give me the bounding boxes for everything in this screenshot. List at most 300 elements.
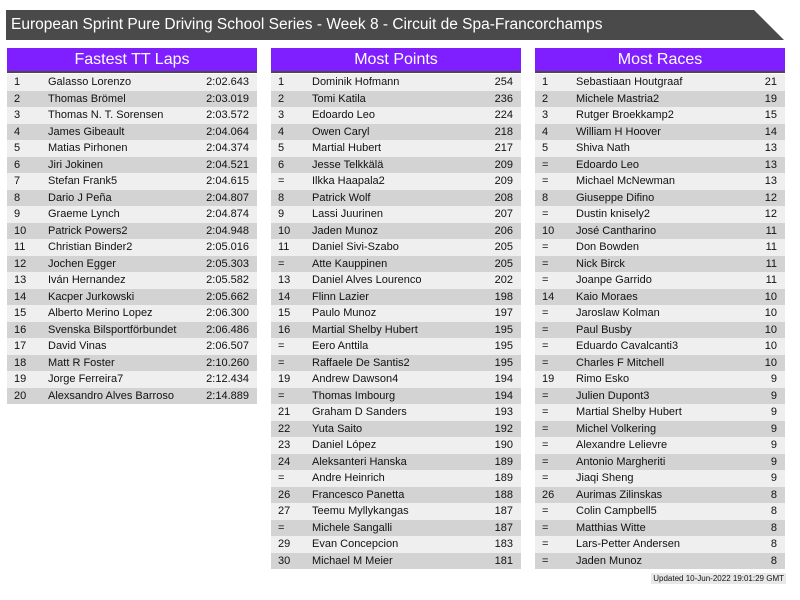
position-cell: = (542, 241, 549, 253)
table-row (271, 371, 521, 388)
table-row (535, 256, 785, 273)
position-cell: = (278, 472, 285, 484)
table-row (271, 404, 521, 421)
table-row (7, 371, 257, 388)
value-cell: 2:14.889 (206, 389, 249, 402)
table-row (271, 503, 521, 520)
value-cell: 10 (764, 307, 777, 319)
table-row (535, 421, 785, 438)
position-cell: = (542, 538, 549, 550)
position-cell: 4 (278, 125, 285, 138)
value-cell: 13 (764, 175, 777, 187)
table-row (271, 223, 521, 240)
position-cell: 27 (278, 505, 291, 517)
driver-name-cell: Patrick Wolf (312, 191, 371, 204)
driver-name-cell: Sebastiaan Houtgraaf (576, 76, 683, 88)
position-cell: 5 (278, 142, 285, 154)
table-row (535, 206, 785, 223)
driver-name-cell: Nick Birck (576, 257, 625, 270)
value-cell: 15 (764, 109, 777, 121)
driver-name-cell: Alexsandro Alves Barroso (48, 389, 174, 402)
value-cell: 218 (494, 125, 513, 138)
table-row (7, 355, 257, 372)
table-row (271, 91, 521, 108)
value-cell: 12 (764, 191, 777, 204)
table-row (7, 107, 257, 124)
value-cell: 2:05.016 (206, 241, 249, 253)
position-cell: 10 (278, 224, 291, 237)
driver-name-cell: Ilkka Haapala2 (312, 175, 385, 187)
driver-name-cell: Joanpe Garrido (576, 274, 652, 286)
driver-name-cell: Aurimas Zilinskas (576, 488, 663, 501)
driver-name-cell: Paulo Munoz (312, 307, 377, 319)
panel-title: Fastest TT Laps (7, 48, 257, 73)
driver-name-cell: James Gibeault (48, 125, 125, 138)
driver-name-cell: Jaden Munoz (576, 554, 643, 567)
value-cell: 2:04.874 (206, 208, 249, 220)
table-row (535, 553, 785, 570)
position-cell: 30 (278, 554, 291, 567)
driver-name-cell: Iván Hernandez (48, 274, 126, 286)
position-cell: = (542, 274, 549, 286)
position-cell: 14 (14, 290, 27, 303)
value-cell: 190 (494, 439, 513, 451)
driver-name-cell: Thomas N. T. Sorensen (48, 109, 164, 121)
driver-name-cell: Graham D Sanders (312, 406, 407, 418)
panel-title: Most Races (535, 48, 785, 73)
table-row (271, 322, 521, 339)
table-row (7, 338, 257, 355)
table-row (535, 355, 785, 372)
table-row (535, 289, 785, 306)
table-row (271, 437, 521, 454)
position-cell: 16 (278, 323, 291, 336)
position-cell: 9 (14, 208, 21, 220)
driver-name-cell: Matt R Foster (48, 356, 115, 369)
value-cell: 209 (494, 158, 513, 171)
value-cell: 9 (770, 406, 777, 418)
driver-name-cell: Atte Kauppinen (312, 257, 388, 270)
value-cell: 9 (770, 439, 777, 451)
driver-name-cell: Jorge Ferreira7 (48, 373, 124, 385)
value-cell: 205 (494, 257, 513, 270)
position-cell: = (542, 307, 549, 319)
driver-name-cell: Svenska Bilsportförbundet (48, 323, 177, 336)
position-cell: = (542, 389, 549, 402)
table-row (7, 206, 257, 223)
position-cell: = (542, 406, 549, 418)
position-cell: = (542, 340, 549, 352)
driver-name-cell: Colin Campbell5 (576, 505, 657, 517)
value-cell: 189 (494, 472, 513, 484)
table-row (271, 338, 521, 355)
position-cell: 11 (14, 241, 26, 253)
position-cell: = (278, 389, 285, 402)
table-row (535, 371, 785, 388)
value-cell: 2:06.486 (206, 323, 249, 336)
table-row (7, 223, 257, 240)
value-cell: 8 (770, 538, 777, 550)
table-row (271, 74, 521, 91)
value-cell: 9 (770, 389, 777, 402)
most-points-panel (271, 48, 521, 569)
table-row (535, 272, 785, 289)
value-cell: 181 (494, 554, 513, 567)
position-cell: 2 (542, 92, 549, 105)
table-row (271, 487, 521, 504)
table-row (271, 289, 521, 306)
driver-name-cell: Lassi Juurinen (312, 208, 383, 220)
panel-title: Most Points (271, 48, 521, 73)
table-row (535, 437, 785, 454)
value-cell: 8 (770, 521, 777, 534)
value-cell: 236 (494, 92, 513, 105)
table-row (7, 305, 257, 322)
table-row (271, 470, 521, 487)
value-cell: 9 (770, 422, 777, 435)
position-cell: 22 (278, 422, 291, 435)
table-row (271, 355, 521, 372)
value-cell: 2:05.582 (206, 274, 249, 286)
value-cell: 12 (764, 208, 777, 220)
value-cell: 11 (765, 274, 777, 286)
fastest-tt-laps-panel (7, 48, 257, 404)
value-cell: 187 (494, 505, 513, 517)
driver-name-cell: Patrick Powers2 (48, 224, 128, 237)
position-cell: 6 (14, 158, 21, 171)
table-row (271, 157, 521, 174)
driver-name-cell: Edoardo Leo (576, 158, 639, 171)
position-cell: 1 (278, 76, 285, 88)
table-row (535, 173, 785, 190)
driver-name-cell: William H Hoover (576, 125, 661, 138)
value-cell: 193 (494, 406, 513, 418)
driver-name-cell: Tomi Katila (312, 92, 366, 105)
driver-name-cell: Michael M Meier (312, 554, 393, 567)
driver-name-cell: Jochen Egger (48, 257, 116, 270)
driver-name-cell: Eero Anttila (312, 340, 369, 352)
driver-name-cell: Antonio Margheriti (576, 455, 666, 468)
driver-name-cell: Andre Heinrich (312, 472, 385, 484)
value-cell: 224 (494, 109, 513, 121)
position-cell: = (542, 472, 549, 484)
driver-name-cell: Jaden Munoz (312, 224, 379, 237)
position-cell: 21 (278, 406, 291, 418)
table-row (535, 157, 785, 174)
position-cell: = (278, 356, 285, 369)
title-banner (6, 10, 784, 40)
value-cell: 188 (494, 488, 513, 501)
position-cell: 3 (278, 109, 285, 121)
position-cell: 2 (278, 92, 285, 105)
position-cell: 17 (14, 340, 27, 352)
position-cell: 14 (542, 290, 555, 303)
position-cell: 12 (14, 257, 27, 270)
value-cell: 194 (494, 373, 513, 385)
position-cell: 10 (542, 224, 555, 237)
table-row (535, 454, 785, 471)
driver-name-cell: Graeme Lynch (48, 208, 120, 220)
driver-name-cell: Charles F Mitchell (576, 356, 665, 369)
position-cell: 4 (14, 125, 21, 138)
driver-name-cell: Dustin knisely2 (576, 208, 650, 220)
table-row (535, 124, 785, 141)
table-row (535, 74, 785, 91)
value-cell: 2:10.260 (206, 356, 249, 369)
table-row (535, 520, 785, 537)
value-cell: 195 (494, 323, 513, 336)
driver-name-cell: Francesco Panetta (312, 488, 405, 501)
table-row (7, 190, 257, 207)
value-cell: 2:04.064 (206, 125, 249, 138)
value-cell: 13 (764, 142, 777, 154)
table-row (271, 388, 521, 405)
value-cell: 189 (494, 455, 513, 468)
position-cell: 29 (278, 538, 291, 550)
position-cell: 24 (278, 455, 291, 468)
driver-name-cell: Kacper Jurkowski (48, 290, 135, 303)
driver-name-cell: Alberto Merino Lopez (48, 307, 153, 319)
position-cell: = (542, 455, 549, 468)
driver-name-cell: Giuseppe Difino (576, 191, 655, 204)
table-row (7, 173, 257, 190)
position-cell: 2 (14, 92, 21, 105)
position-cell: 8 (14, 191, 21, 204)
value-cell: 217 (494, 142, 513, 154)
value-cell: 254 (494, 76, 513, 88)
driver-name-cell: Matias Pirhonen (48, 142, 128, 154)
driver-name-cell: Michele Sangalli (312, 521, 393, 534)
position-cell: 10 (14, 224, 27, 237)
driver-name-cell: Martial Shelby Hubert (576, 406, 682, 418)
value-cell: 209 (494, 175, 513, 187)
most-races-panel (535, 48, 785, 569)
driver-name-cell: Jaroslaw Kolman (576, 307, 660, 319)
table-row (535, 91, 785, 108)
driver-name-cell: Michele Mastria2 (576, 92, 660, 105)
position-cell: = (542, 158, 549, 171)
value-cell: 8 (770, 554, 777, 567)
position-cell: 26 (278, 488, 291, 501)
value-cell: 207 (494, 208, 513, 220)
table-row (535, 470, 785, 487)
driver-name-cell: Michael McNewman (576, 175, 676, 187)
value-cell: 2:12.434 (206, 373, 249, 385)
table-row (7, 74, 257, 91)
driver-name-cell: Jiaqi Sheng (576, 472, 634, 484)
value-cell: 11 (765, 224, 777, 237)
driver-name-cell: Raffaele De Santis2 (312, 356, 410, 369)
table-row (271, 124, 521, 141)
driver-name-cell: Julien Dupont3 (576, 389, 650, 402)
driver-name-cell: Galasso Lorenzo (48, 76, 132, 88)
driver-name-cell: Shiva Nath (576, 142, 630, 154)
position-cell: 8 (542, 191, 549, 204)
table-row (535, 305, 785, 322)
driver-name-cell: Stefan Frank5 (48, 175, 118, 187)
value-cell: 2:03.572 (206, 109, 249, 121)
value-cell: 21 (764, 76, 777, 88)
value-cell: 195 (494, 340, 513, 352)
value-cell: 19 (764, 92, 777, 105)
table-row (7, 91, 257, 108)
position-cell: = (542, 175, 549, 187)
driver-name-cell: Martial Hubert (312, 142, 382, 154)
driver-name-cell: David Vinas (48, 340, 107, 352)
value-cell: 183 (494, 538, 513, 550)
position-cell: = (278, 521, 285, 534)
value-cell: 2:03.019 (206, 92, 249, 105)
position-cell: 18 (14, 356, 27, 369)
value-cell: 9 (770, 472, 777, 484)
table-row (535, 140, 785, 157)
value-cell: 195 (494, 356, 513, 369)
value-cell: 8 (770, 505, 777, 517)
table-row (271, 421, 521, 438)
position-cell: = (278, 175, 285, 187)
page-title: European Sprint Pure Driving School Series - Week 8 - Circuit de Spa-Francorchamps (11, 16, 603, 33)
position-cell: 15 (14, 307, 27, 319)
leaderboard-rows (271, 74, 521, 569)
table-row (535, 338, 785, 355)
table-row (535, 404, 785, 421)
position-cell: = (278, 340, 285, 352)
value-cell: 198 (494, 290, 513, 303)
driver-name-cell: Alexandre Lelievre (576, 439, 668, 451)
position-cell: = (542, 356, 549, 369)
position-cell: 3 (14, 109, 21, 121)
position-cell: 6 (278, 158, 285, 171)
position-cell: = (542, 208, 549, 220)
position-cell: 16 (14, 323, 27, 336)
value-cell: 192 (494, 422, 513, 435)
position-cell: 19 (542, 373, 555, 385)
table-row (7, 239, 257, 256)
position-cell: 9 (278, 208, 285, 220)
position-cell: = (542, 521, 549, 534)
value-cell: 11 (765, 257, 777, 270)
driver-name-cell: Flinn Lazier (312, 290, 369, 303)
position-cell: 15 (278, 307, 291, 319)
leaderboard-rows (7, 74, 257, 404)
position-cell: 5 (14, 142, 21, 154)
table-row (271, 190, 521, 207)
driver-name-cell: Dario J Peña (48, 191, 112, 204)
driver-name-cell: José Cantharino (576, 224, 657, 237)
position-cell: = (542, 422, 549, 435)
position-cell: 13 (278, 274, 291, 286)
value-cell: 2:02.643 (206, 76, 249, 88)
value-cell: 202 (494, 274, 513, 286)
table-row (535, 487, 785, 504)
value-cell: 2:06.507 (206, 340, 249, 352)
value-cell: 9 (770, 373, 777, 385)
table-row (271, 272, 521, 289)
driver-name-cell: Thomas Brömel (48, 92, 126, 105)
table-row (7, 289, 257, 306)
value-cell: 194 (494, 389, 513, 402)
driver-name-cell: Lars-Petter Andersen (576, 538, 680, 550)
driver-name-cell: Andrew Dawson4 (312, 373, 399, 385)
position-cell: 20 (14, 389, 27, 402)
value-cell: 208 (494, 191, 513, 204)
value-cell: 2:04.521 (206, 158, 249, 171)
table-row (535, 322, 785, 339)
driver-name-cell: Don Bowden (576, 241, 639, 253)
driver-name-cell: Edoardo Leo (312, 109, 375, 121)
position-cell: = (542, 505, 549, 517)
position-cell: 1 (14, 76, 21, 88)
position-cell: 11 (278, 241, 290, 253)
position-cell: = (542, 554, 549, 567)
table-row (7, 388, 257, 405)
value-cell: 13 (764, 158, 777, 171)
table-row (271, 256, 521, 273)
table-row (535, 223, 785, 240)
table-row (7, 322, 257, 339)
value-cell: 11 (765, 241, 777, 253)
position-cell: 3 (542, 109, 549, 121)
value-cell: 10 (764, 323, 777, 336)
value-cell: 205 (494, 241, 513, 253)
leaderboard-rows (535, 74, 785, 569)
driver-name-cell: Daniel Alves Lourenco (312, 274, 422, 286)
table-row (271, 239, 521, 256)
value-cell: 10 (764, 290, 777, 303)
value-cell: 187 (494, 521, 513, 534)
position-cell: = (542, 439, 549, 451)
table-row (271, 305, 521, 322)
table-row (271, 536, 521, 553)
value-cell: 2:05.662 (206, 290, 249, 303)
driver-name-cell: Teemu Myllykangas (312, 505, 409, 517)
table-row (535, 190, 785, 207)
driver-name-cell: Jiri Jokinen (48, 158, 104, 171)
driver-name-cell: Yuta Saito (312, 422, 363, 435)
position-cell: 14 (278, 290, 291, 303)
position-cell: 19 (14, 373, 27, 385)
driver-name-cell: Owen Caryl (312, 125, 370, 138)
table-row (271, 454, 521, 471)
position-cell: = (542, 323, 549, 336)
value-cell: 2:04.615 (206, 175, 249, 187)
driver-name-cell: Dominik Hofmann (312, 76, 400, 88)
position-cell: 7 (14, 175, 21, 187)
position-cell: 23 (278, 439, 291, 451)
driver-name-cell: Paul Busby (576, 323, 632, 336)
table-row (7, 140, 257, 157)
value-cell: 206 (494, 224, 513, 237)
driver-name-cell: Daniel López (312, 439, 377, 451)
position-cell: 4 (542, 125, 549, 138)
table-row (7, 124, 257, 141)
driver-name-cell: Matthias Witte (576, 521, 646, 534)
driver-name-cell: Michel Volkering (576, 422, 657, 435)
value-cell: 10 (764, 340, 777, 352)
driver-name-cell: Martial Shelby Hubert (312, 323, 418, 336)
value-cell: 2:05.303 (206, 257, 249, 270)
position-cell: 19 (278, 373, 291, 385)
value-cell: 10 (764, 356, 777, 369)
position-cell: 13 (14, 274, 27, 286)
table-row (535, 107, 785, 124)
driver-name-cell: Jesse Telkkälä (312, 158, 384, 171)
driver-name-cell: Christian Binder2 (48, 241, 133, 253)
table-row (271, 173, 521, 190)
table-row (7, 256, 257, 273)
position-cell: 26 (542, 488, 555, 501)
value-cell: 9 (770, 455, 777, 468)
